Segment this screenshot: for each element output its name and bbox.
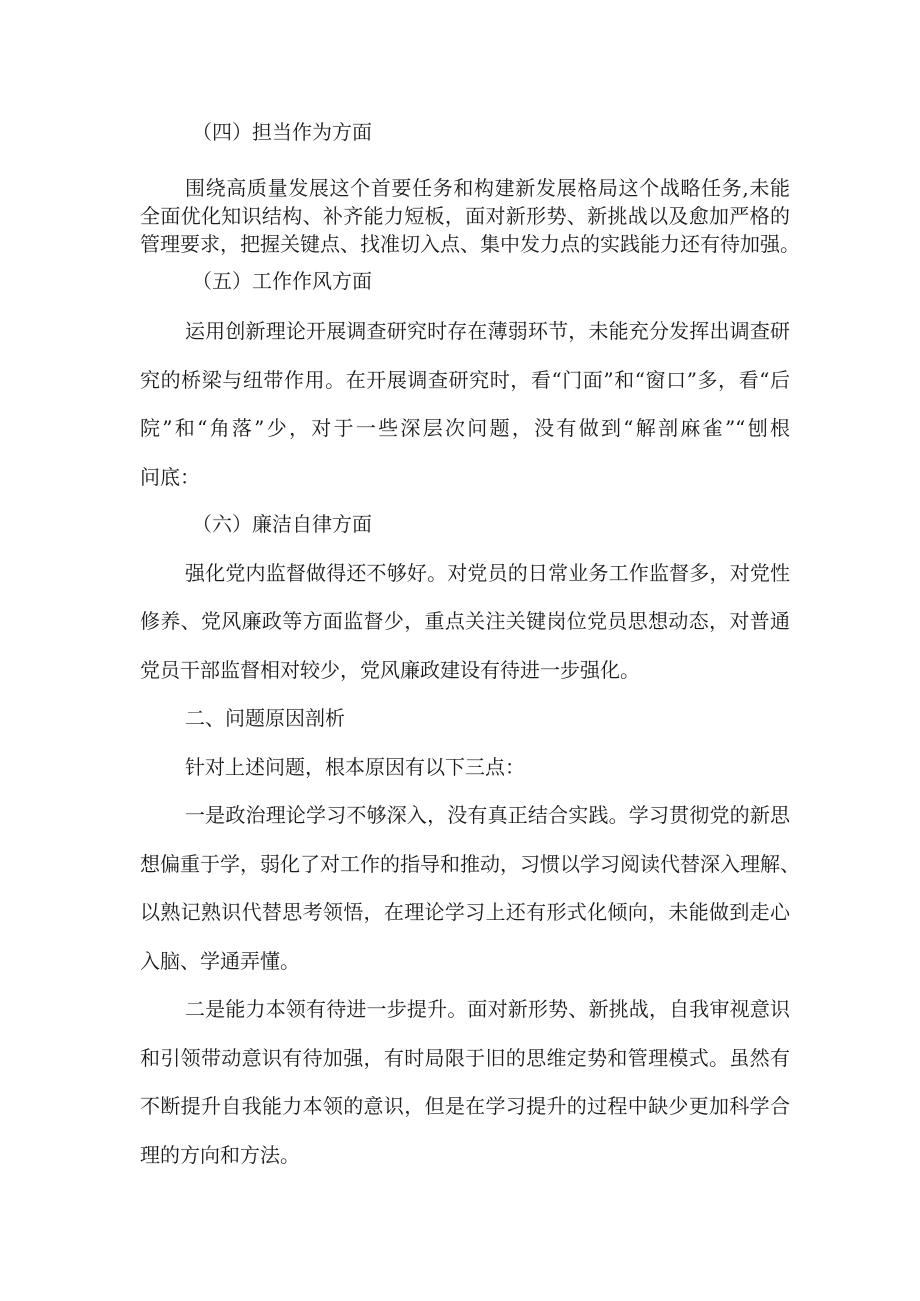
heading-section-5: （五）工作作风方面 xyxy=(192,269,372,293)
paragraph-line: 运用创新理论开展调查研究时存在薄弱环节，未能充分发挥出调查研 xyxy=(185,319,790,343)
paragraph-line: 一是政治理论学习不够深入，没有真正结合实践。学习贯彻党的新思 xyxy=(185,803,790,827)
paragraph-line: 入脑、学通弄懂。 xyxy=(140,949,300,973)
paragraph-line: 二是能力本领有待进一步提升。面对新形势、新挑战，自我审视意识 xyxy=(185,997,790,1021)
paragraph-line: 党员干部监督相对较少，党风廉政建设有待进一步强化。 xyxy=(140,658,640,682)
paragraph-line: 想偏重于学，弱化了对工作的指导和推动，习惯以学习阅读代替深入理解、 xyxy=(140,852,800,876)
paragraph-line: 院”和“角落”少，对于一些深层次问题，没有做到“解剖麻雀”“刨根 xyxy=(140,416,790,440)
paragraph-line: 以熟记熟识代替思考领悟，在理论学习上还有形式化倾向，未能做到走心 xyxy=(140,900,790,924)
paragraph-line: 究的桥梁与纽带作用。在开展调查研究时，看“门面”和“窗口”多，看“后 xyxy=(140,368,790,392)
heading-section-6: （六）廉洁自律方面 xyxy=(192,512,372,536)
heading-section-4: （四）担当作为方面 xyxy=(192,120,372,144)
heading-part-2: 二、问题原因剖析 xyxy=(185,706,345,730)
paragraph-line: 全面优化知识结构、补齐能力短板，面对新形势、新挑战以及愈加严格的 xyxy=(140,204,790,228)
paragraph-line: 针对上述问题，根本原因有以下三点： xyxy=(185,755,525,779)
paragraph-line: 围绕高质量发展这个首要任务和构建新发展格局这个战略任务,未能 xyxy=(185,176,790,200)
paragraph-line: 强化党内监督做得还不够好。对党员的日常业务工作监督多，对党性 xyxy=(185,561,790,585)
paragraph-line: 和引领带动意识有待加强，有时局限于旧的思维定势和管理模式。虽然有 xyxy=(140,1046,790,1070)
paragraph-line: 不断提升自我能力本领的意识，但是在学习提升的过程中缺少更加科学合 xyxy=(140,1094,790,1118)
paragraph-line: 修养、党风廉政等方面监督少，重点关注关键岗位党员思想动态，对普通 xyxy=(140,609,790,633)
paragraph-line: 问底： xyxy=(140,465,200,489)
paragraph-line: 理的方向和方法。 xyxy=(140,1143,300,1167)
paragraph-line: 管理要求，把握关键点、找准切入点、集中发力点的实践能力还有待加强。 xyxy=(140,232,800,256)
